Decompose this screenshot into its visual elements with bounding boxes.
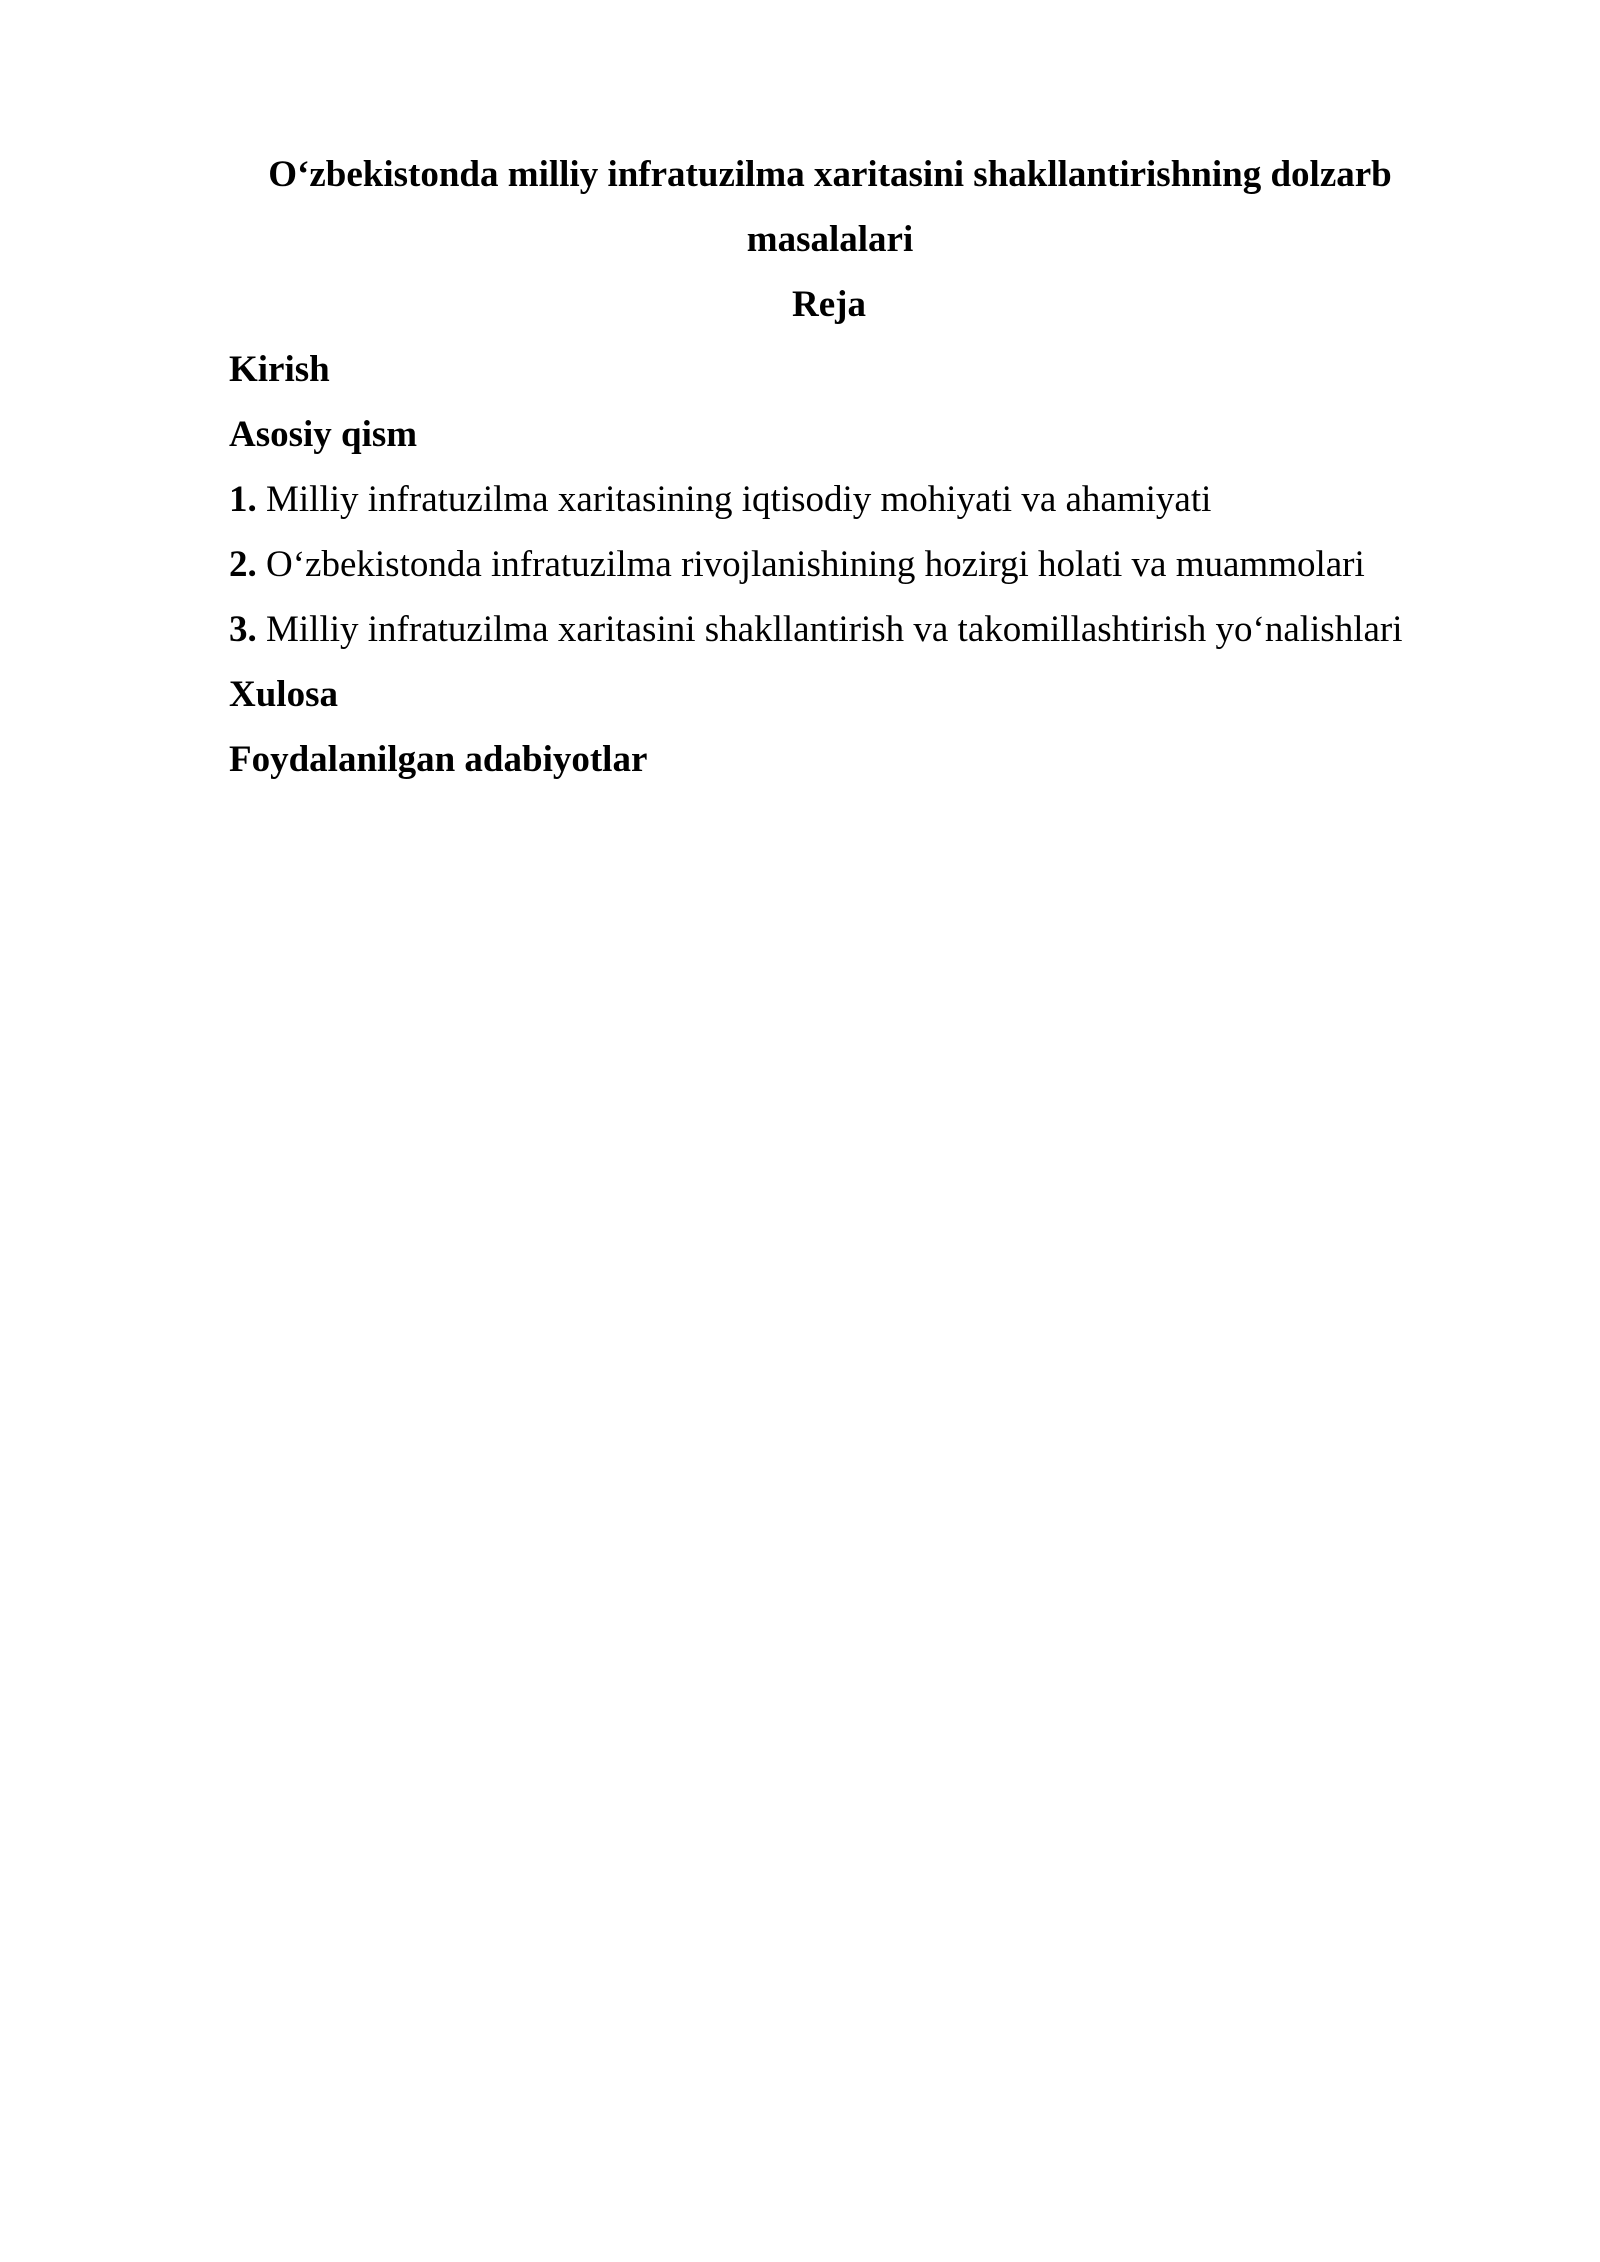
plan-item-number: 1.	[229, 479, 257, 520]
plan-item-text: Milliy infratuzilma xaritasini shakllantirish va takomillashtirish yo‘nalishlari	[256, 609, 1403, 650]
plan-item-number: 3.	[229, 609, 257, 650]
plan-item-1	[229, 467, 1429, 532]
plan-item-number: 2.	[229, 544, 257, 585]
section-intro: Kirish	[229, 349, 330, 390]
plan-item-text: Milliy infratuzilma xaritasining iqtisodiy mohiyati va ahamiyati	[256, 479, 1212, 520]
plan-item-2	[229, 532, 1429, 597]
plan-heading: Reja	[792, 284, 866, 325]
plan-item-text: O‘zbekistonda infratuzilma rivojlanishining hozirgi holati va muammolari	[256, 544, 1365, 585]
section-references: Foydalanilgan adabiyotlar	[229, 739, 648, 780]
document-content	[229, 142, 1429, 792]
section-conclusion: Xulosa	[229, 674, 338, 715]
document-title: O‘zbekistonda milliy infratuzilma xaritasini shakllantirishning dolzarb masalalari	[268, 154, 1392, 260]
section-main-part: Asosiy qism	[229, 414, 418, 455]
plan-item-3	[229, 597, 1429, 662]
